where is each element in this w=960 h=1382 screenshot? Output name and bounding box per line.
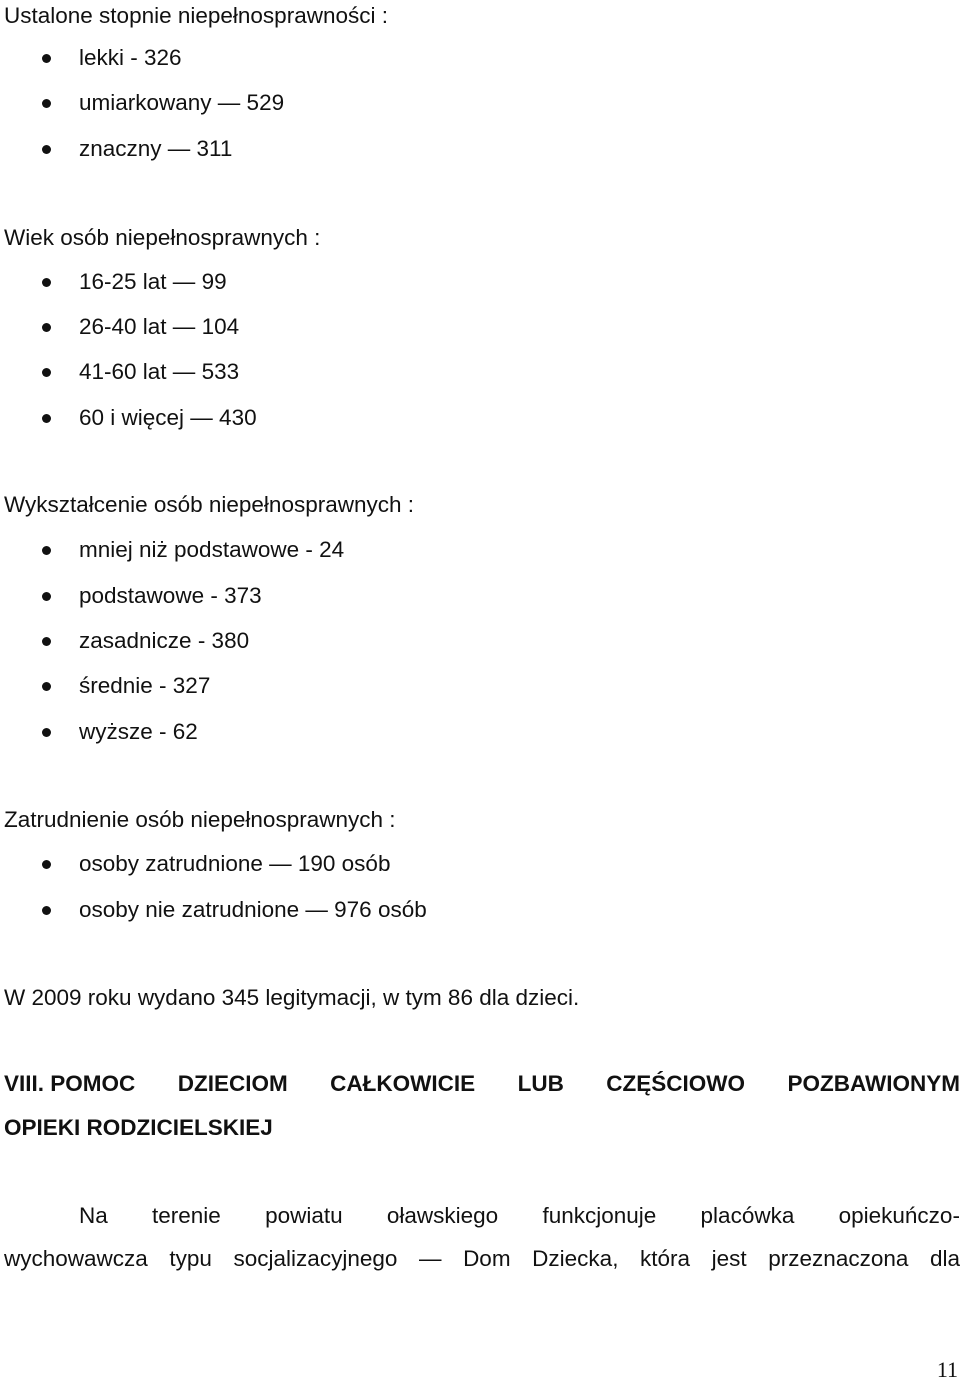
paragraph-word: Na: [79, 1203, 108, 1228]
paragraph-word: —: [418, 1246, 442, 1271]
paragraph-word: socjalizacyjnego: [233, 1246, 398, 1271]
paragraph-word: oławskiego: [386, 1203, 499, 1228]
list-item: osoby nie zatrudnione — 976 osób: [79, 897, 427, 922]
paragraph-word: Dom: [463, 1246, 511, 1271]
paragraph-word: jest: [711, 1246, 747, 1271]
title-word: VIII. POMOC: [4, 1071, 136, 1096]
section-title: [4, 1070, 960, 1098]
paragraph-word: przeznaczona: [768, 1246, 909, 1271]
bullet-icon: [42, 414, 51, 423]
id-cards-sentence: W 2009 roku wydano 345 legitymacji, w tym 86 dla dzieci.: [4, 985, 580, 1010]
paragraph-word: typu: [169, 1246, 212, 1271]
bullet-icon: [42, 906, 51, 915]
title-word: DZIECIOM: [177, 1071, 288, 1096]
list-item: 26-40 lat — 104: [79, 314, 240, 339]
list-item: mniej niż podstawowe - 24: [79, 537, 345, 562]
bullet-icon: [42, 637, 51, 646]
bullet-icon: [42, 728, 51, 737]
paragraph-line: [4, 1245, 960, 1273]
paragraph-word: terenie: [152, 1203, 221, 1228]
education-heading: Wykształcenie osób niepełnosprawnych :: [4, 492, 415, 517]
list-item: 16-25 lat — 99: [79, 269, 227, 294]
list-item: lekki - 326: [79, 45, 182, 70]
bullet-icon: [42, 368, 51, 377]
bullet-icon: [42, 860, 51, 869]
list-item: znaczny — 311: [79, 136, 233, 161]
section-title-continued: OPIEKI RODZICIELSKIEJ: [4, 1115, 273, 1140]
bullet-icon: [42, 99, 51, 108]
age-heading: Wiek osób niepełnosprawnych :: [4, 225, 321, 250]
paragraph-word: dla: [929, 1246, 960, 1271]
paragraph-word: placówka: [700, 1203, 795, 1228]
list-item: 60 i więcej — 430: [79, 405, 257, 430]
employment-heading: Zatrudnienie osób niepełnosprawnych :: [4, 807, 396, 832]
paragraph-line: [79, 1202, 960, 1230]
bullet-icon: [42, 145, 51, 154]
title-word: CZĘŚCIOWO: [606, 1071, 746, 1096]
title-word: CAŁKOWICIE: [330, 1071, 476, 1096]
list-item: podstawowe - 373: [79, 583, 262, 608]
list-item: umiarkowany — 529: [79, 90, 285, 115]
title-word: LUB: [517, 1071, 564, 1096]
disability-degrees-heading: Ustalone stopnie niepełnosprawności :: [4, 3, 388, 28]
bullet-icon: [42, 682, 51, 691]
bullet-icon: [42, 592, 51, 601]
paragraph-word: powiatu: [265, 1203, 343, 1228]
list-item: wyższe - 62: [79, 719, 198, 744]
page-number: 11: [936, 1357, 958, 1382]
title-word: POZBAWIONYM: [787, 1071, 960, 1096]
paragraph-word: opiekuńczo-: [838, 1203, 960, 1228]
paragraph-word: która: [640, 1246, 691, 1271]
list-item: osoby zatrudnione — 190 osób: [79, 851, 391, 876]
list-item: 41-60 lat — 533: [79, 359, 240, 384]
paragraph-word: funkcjonuje: [542, 1203, 657, 1228]
bullet-icon: [42, 546, 51, 555]
paragraph-word: wychowawcza: [4, 1246, 148, 1271]
list-item: średnie - 327: [79, 673, 211, 698]
bullet-icon: [42, 54, 51, 63]
list-item: zasadnicze - 380: [79, 628, 250, 653]
bullet-icon: [42, 278, 51, 287]
bullet-icon: [42, 323, 51, 332]
paragraph-word: Dziecka,: [532, 1246, 619, 1271]
